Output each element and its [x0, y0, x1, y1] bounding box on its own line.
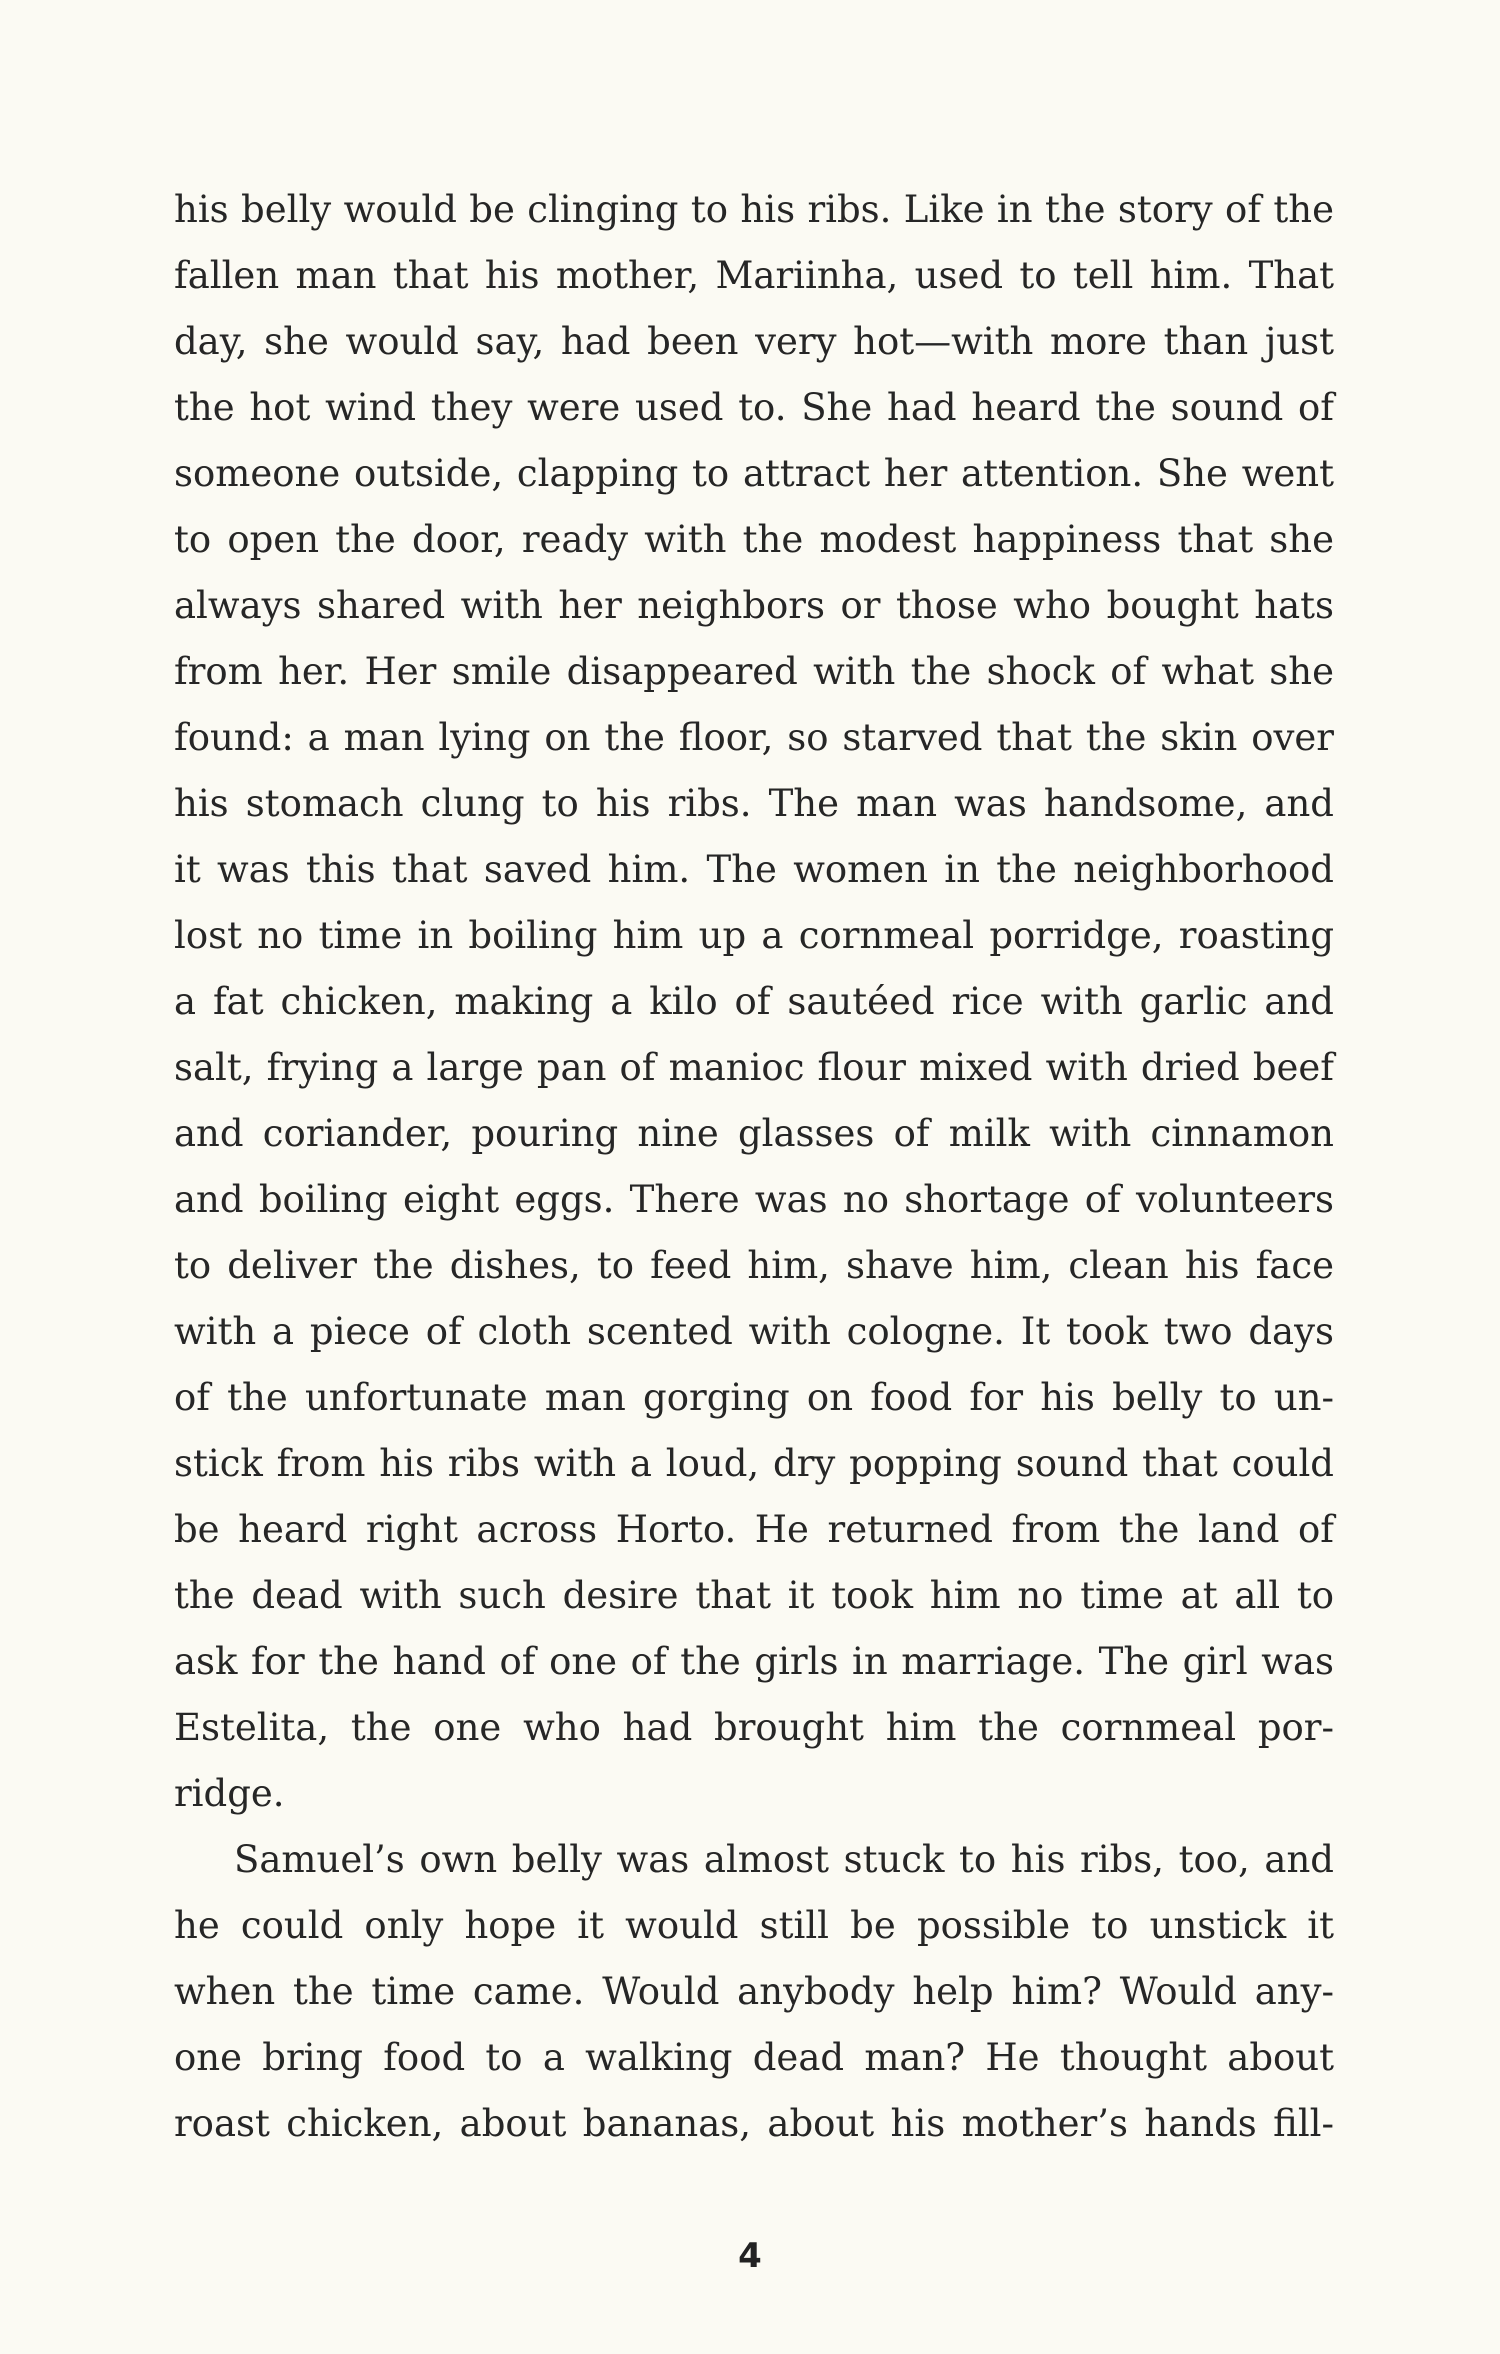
text-line: lost no time in boiling him up a cornmeal porridge, roasting — [174, 914, 1334, 957]
text-line: it was this that saved him. The women in the neighborhood — [174, 848, 1334, 891]
text-line: his belly would be clinging to his ribs. Like in the story of the — [174, 188, 1334, 231]
text-line: from her. Her smile disappeared with the shock of what she — [174, 650, 1334, 693]
text-line: and coriander, pouring nine glasses of milk with cinnamon — [174, 1112, 1334, 1155]
text-line: the dead with such desire that it took him no time at all to — [174, 1574, 1334, 1617]
text-line: be heard right across Horto. He returned from the land of — [174, 1508, 1334, 1551]
text-line: one bring food to a walking dead man? He thought about — [174, 2036, 1334, 2079]
body-text — [174, 177, 1334, 2157]
text-line: found: a man lying on the floor, so starved that the skin over — [174, 716, 1334, 759]
text-line: he could only hope it would still be possible to unstick it — [174, 1904, 1334, 1947]
text-line: salt, frying a large pan of manioc flour mixed with dried beef — [174, 1046, 1334, 1089]
paragraph-2 — [174, 1827, 1334, 2157]
text-line: someone outside, clapping to attract her attention. She went — [174, 452, 1334, 495]
text-line: a fat chicken, making a kilo of sautéed rice with garlic and — [174, 980, 1334, 1023]
text-line: always shared with her neighbors or those who bought hats — [174, 584, 1334, 627]
text-line: roast chicken, about bananas, about his mother’s hands fill- — [174, 2102, 1334, 2145]
text-line: Estelita, the one who had brought him the cornmeal por- — [174, 1706, 1334, 1749]
text-line: the hot wind they were used to. She had heard the sound of — [174, 386, 1334, 429]
text-line: and boiling eight eggs. There was no shortage of volunteers — [174, 1178, 1334, 1221]
text-line: to open the door, ready with the modest happiness that she — [174, 518, 1334, 561]
text-line: Samuel’s own belly was almost stuck to his ribs, too, and — [234, 1838, 1334, 1881]
text-line: of the unfortunate man gorging on food for his belly to un- — [174, 1376, 1334, 1419]
text-line: fallen man that his mother, Mariinha, used to tell him. That — [174, 254, 1334, 297]
text-line: ridge. — [174, 1772, 285, 1815]
paragraph-1 — [174, 177, 1334, 1827]
page-number: 4 — [738, 2236, 762, 2276]
text-line: with a piece of cloth scented with cologne. It took two days — [174, 1310, 1334, 1353]
text-line: to deliver the dishes, to feed him, shave him, clean his face — [174, 1244, 1334, 1287]
text-line: day, she would say, had been very hot—with more than just — [174, 320, 1334, 363]
text-line: his stomach clung to his ribs. The man was handsome, and — [174, 782, 1334, 825]
text-line: stick from his ribs with a loud, dry popping sound that could — [174, 1442, 1334, 1485]
text-line: ask for the hand of one of the girls in marriage. The girl was — [174, 1640, 1334, 1683]
text-line: when the time came. Would anybody help him? Would any- — [174, 1970, 1334, 2013]
